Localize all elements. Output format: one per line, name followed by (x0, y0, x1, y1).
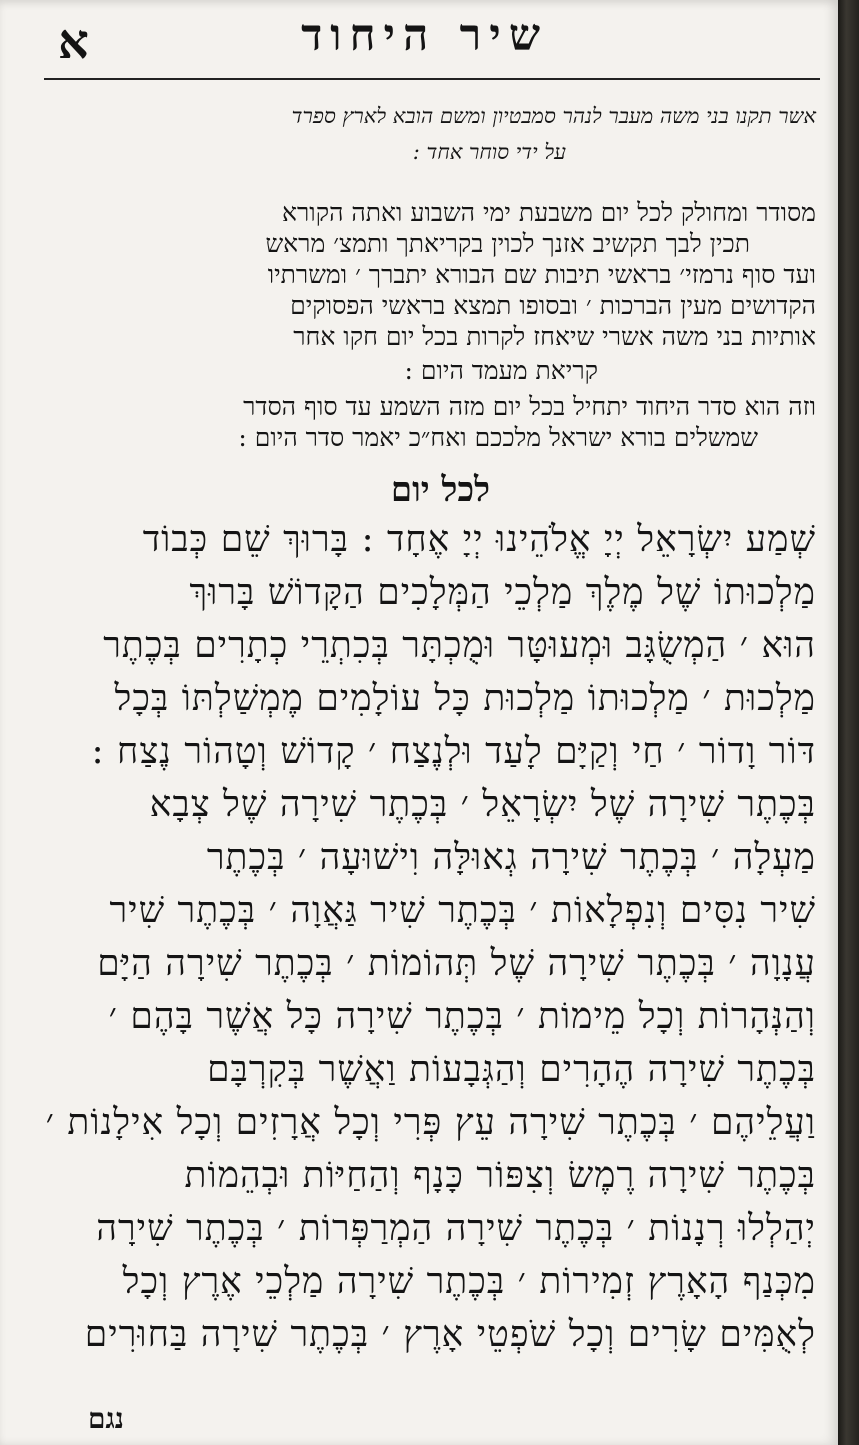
intro-line: שמשלים בורא ישראל מלככם ואח״כ יאמר סדר היום : (238, 423, 758, 452)
intro-line: אותיות בני משה אשרי שיאחז לקרות בכל יום חקו אחר (293, 322, 816, 351)
prayer-line: מַלְכוּתוֹ שֶׁל מֶלֶךְ מַלְכֵי הַמְּלָכִים הַקָּדוֹשׁ בָּרוּךְ (189, 572, 816, 613)
intro-line: קריאת מעמד היום : (404, 356, 598, 385)
intro-line: וזה הוא סדר היחוד יתחיל בכל יום מזה השמע עד סוף הסדר (243, 392, 816, 421)
prayer-line: מַעְלָה ׳ בְּכֶתֶר שִׁירָה גְאוּלָּה וִישׁוּעָה ׳ בְּכֶתֶר (206, 837, 816, 878)
prayer-line: מַלְכוּת ׳ מַלְכוּתוֹ מַלְכוּת כָּל עוֹלָמִים מֶמְשַׁלְתּוֹ בְּכָל (114, 678, 816, 719)
colophon-line: אשר תקנו בני משה מעבר לנהר סמבטיון ומשם הובא לארץ ספרד (291, 104, 816, 128)
prayer-line: שִׁיר נִסִּים וְנִפְלָאוֹת ׳ בְּכֶתֶר שִׁיר גַּאֲוָה ׳ בְּכֶתֶר שִׁיר (109, 890, 816, 931)
prayer-line: וְהַנְּהָרוֹת וְכָל מֵימוֹת ׳ בְּכֶתֶר שִׁירָה כָּל אֲשֶׁר בָּהֶם ׳ (108, 996, 816, 1037)
page-title: שיר היחוד (301, 10, 548, 61)
header-rule (44, 78, 820, 80)
prayer-line: יְהַלְלוּ רְנָנוֹת ׳ בְּכֶתֶר שִׁירָה הַמְרַפְּרוֹת ׳ בְּכֶתֶר שִׁירָה (96, 1208, 816, 1249)
prayer-line: דּוֹר וָדוֹר ׳ חַי וְקַיָּם לָעַד וּלְנֶצַח ׳ קָדוֹשׁ וְטָהוֹר נֶצַח : (91, 731, 816, 772)
prayer-line: לְאֻמִּים שָׂרִים וְכָל שֹׁפְטֵי אָרֶץ ׳ בְּכֶתֶר שִׁירָה בַּחוּרִים (84, 1314, 816, 1355)
prayer-line: הוּא ׳ הַמְשֻׂגָּב וּמְעוּטָּר וּמֻכְתָּר בְּכִתְרֵי כְתָרִים בְּכֶתֶר (103, 625, 816, 666)
page-number-letter: א (58, 14, 89, 70)
colophon-line: על ידי סוחר אחד : (412, 140, 566, 164)
page-edge-shadow (838, 0, 859, 1445)
catchword: נגם (88, 1402, 124, 1435)
section-heading: לכל יום (390, 470, 490, 510)
prayer-line: בְּכֶתֶר שִׁירָה רֶמֶשׂ וְצִפּוֹר כָּנָף וְהַחַיּוֹת וּבְהֵמוֹת (184, 1155, 816, 1196)
prayer-line: עֲנָוָה ׳ בְּכֶתֶר שִׁירָה שֶׁל תְּהוֹמוֹת ׳ בְּכֶתֶר שִׁירָה הַיָּם (97, 943, 816, 984)
prayer-line: מִכְּנַף הָאָרֶץ זְמִירוֹת ׳ בְּכֶתֶר שִׁירָה מַלְכֵי אֶרֶץ וְכָל (122, 1261, 816, 1302)
prayer-line: בְּכֶתֶר שִׁירָה שֶׁל יִשְׂרָאֵל ׳ בְּכֶתֶר שִׁירָה שֶׁל צְבָא (149, 784, 816, 825)
intro-line: הקדושים מעין הברכות ׳ ובסופו תמצא בראשי הפסוקים (290, 291, 816, 320)
prayer-line: שְׁמַע יִשְׂרָאֵל יְיָ אֱלֹהֵינוּ יְיָ אֶחָד : בָּרוּךְ שֵׁם כְּבוֹד (142, 519, 816, 560)
prayer-line: וַעֲלֵיהֶם ׳ בְּכֶתֶר שִׁירָה עֵץ פְּרִי וְכָל אֲרָזִים וְכָל אִילָנוֹת ׳ (45, 1102, 816, 1143)
intro-line: מסודר ומחולק לכל יום משבעת ימי השבוע ואתה הקורא (282, 198, 816, 227)
prayer-line: בְּכֶתֶר שִׁירָה הֶהָרִים וְהַגְּבָעוֹת וַאֲשֶׁר בְּקִרְבָּם (207, 1049, 816, 1090)
intro-line: ועד סוף נרמזי׳ בראשי תיבות שם הבורא יתברך ׳ ומשרתיו (267, 260, 816, 289)
intro-line: תכין לבך תקשיב אזנך לכוין בקריאתך ותמצ׳ מראש (265, 229, 750, 258)
